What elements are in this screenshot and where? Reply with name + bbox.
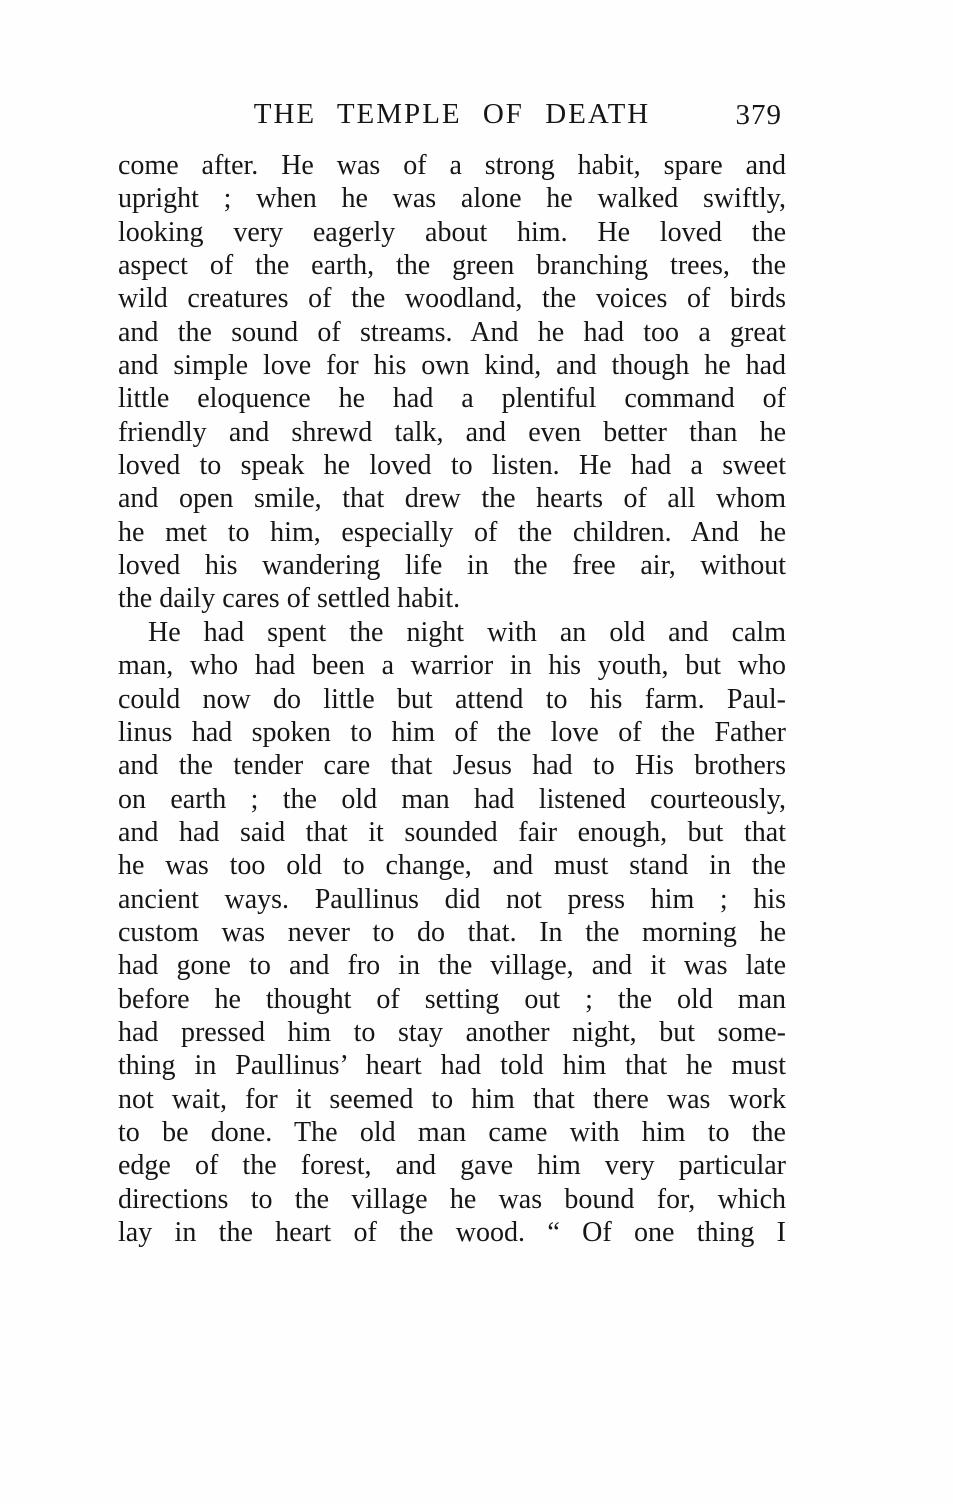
text-line: man, who had been a warrior in his youth, but who	[118, 650, 786, 682]
text-line: before he thought of setting out ; the old man	[118, 983, 786, 1015]
text-line: edge of the forest, and gave him very particular	[118, 1150, 786, 1182]
text-line: ancient ways. Paullinus did not press him ; his	[118, 883, 786, 915]
text-line: linus had spoken to him of the love of the Father	[118, 716, 786, 748]
text-line: had gone to and fro in the village, and it was late	[118, 950, 786, 982]
text-line: loved to speak he loved to listen. He had a sweet	[118, 450, 786, 482]
text-line: had pressed him to stay another night, but some-	[118, 1016, 786, 1048]
text-line: looking very eagerly about him. He loved the	[118, 216, 786, 248]
running-title: THE TEMPLE OF DEATH	[253, 98, 651, 130]
text-line: the daily cares of settled habit.	[118, 583, 461, 615]
body-text	[118, 149, 786, 1249]
text-line: aspect of the earth, the green branching trees, the	[118, 250, 786, 282]
text-line: and open smile, that drew the hearts of all whom	[118, 483, 786, 515]
text-line: not wait, for it seemed to him that there was work	[118, 1083, 786, 1115]
text-line: little eloquence he had a plentiful command of	[118, 383, 786, 415]
page-number: 379	[735, 99, 782, 131]
text-line: come after. He was of a strong habit, spare and	[118, 150, 786, 181]
text-line: could now do little but attend to his farm. Paul-	[118, 683, 786, 715]
text-line: thing in Paullinus’ heart had told him that he must	[118, 1050, 786, 1082]
text-line: and simple love for his own kind, and though he had	[118, 350, 786, 382]
text-line: and had said that it sounded fair enough, but that	[118, 816, 786, 848]
text-line: he was too old to change, and must stand in the	[118, 850, 786, 882]
text-line: to be done. The old man came with him to the	[118, 1116, 786, 1148]
text-line: He had spent the night with an old and calm	[148, 616, 786, 648]
text-line: directions to the village he was bound for, which	[118, 1183, 786, 1215]
page-header	[118, 99, 786, 129]
text-line: on earth ; the old man had listened courteously,	[118, 783, 786, 815]
text-line: lay in the heart of the wood. “ Of one thing I	[118, 1217, 786, 1248]
text-line: wild creatures of the woodland, the voices of birds	[118, 283, 786, 315]
text-line: loved his wandering life in the free air, without	[118, 550, 786, 582]
text-line: friendly and shrewd talk, and even better than he	[118, 416, 786, 448]
text-line: and the sound of streams. And he had too a great	[118, 316, 786, 348]
text-line: he met to him, especially of the children. And he	[118, 516, 786, 548]
text-line: and the tender care that Jesus had to His brothers	[118, 750, 786, 782]
text-line: upright ; when he was alone he walked swiftly,	[118, 183, 786, 215]
text-line: custom was never to do that. In the morning he	[118, 916, 786, 948]
